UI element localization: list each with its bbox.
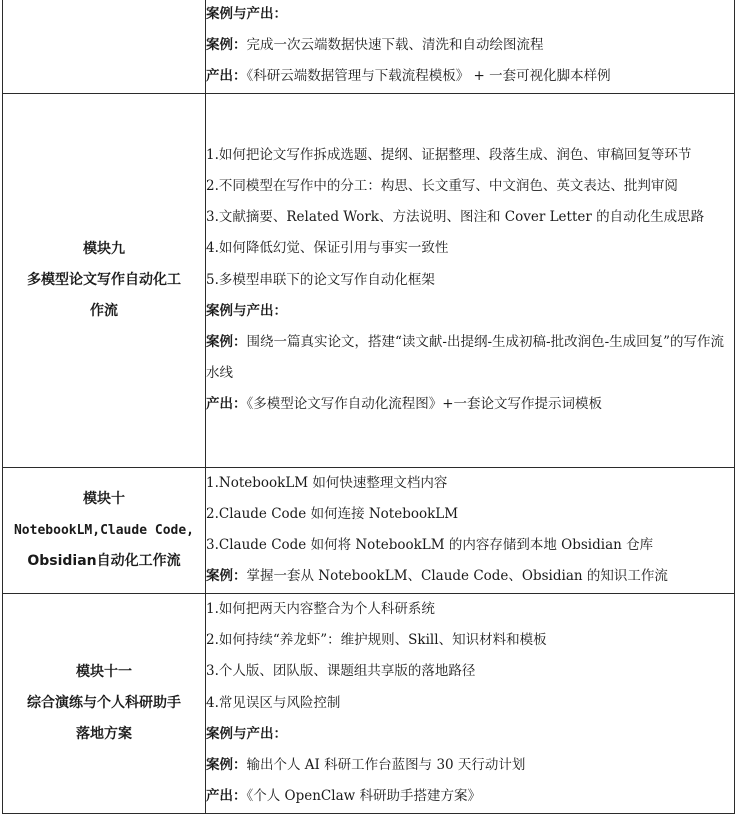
module-content-cell [206, 0, 735, 93]
module-title: 模块十 [83, 490, 125, 507]
module-content-cell [206, 93, 735, 467]
module-content-cell [206, 467, 735, 593]
content-line: 案例与产出： [206, 302, 287, 319]
content-line: 1.如何把论文写作拆成选题、提纲、证据整理、段落生成、润色、审稿回复等环节 [206, 146, 692, 163]
module-subtitle-line: 综合演练与个人科研助手 [27, 694, 181, 711]
module-label-cell [3, 0, 206, 93]
content-line: 2.如何持续“养龙虾”：维护规则、Skill、知识材料和模板 [206, 632, 547, 649]
course-outline-table [2, 0, 735, 814]
module-label-cell [3, 93, 206, 467]
content-line: 案例：输出个人 AI 科研工作台蓝图与 30 天行动计划 [206, 756, 526, 773]
module-row-continued [3, 0, 735, 93]
module-row-11 [3, 593, 735, 813]
content-line: 4.如何降低幻觉、保证引用与事实一致性 [206, 240, 449, 257]
content-line: 5.多模型串联下的论文写作自动化框架 [206, 271, 435, 288]
content-line: 案例：完成一次云端数据快速下载、清洗和自动绘图流程 [206, 37, 544, 54]
module-subtitle-line: 落地方案 [76, 725, 132, 742]
content-line: 2.不同模型在写作中的分工：构思、长文重写、中文润色、英文表达、批判审阅 [206, 177, 678, 194]
module-label-cell [3, 593, 206, 813]
module-content-cell [206, 593, 735, 813]
module-title: 模块十一 [76, 663, 132, 680]
content-line: 案例与产出： [206, 725, 287, 742]
content-line: 3.Claude Code 如何将 NotebookLM 的内容存储到本地 Obsidian 仓库 [206, 537, 654, 554]
module-subtitle-line: NotebookLM,Claude Code, [13, 522, 194, 538]
content-line: 产出：《个人 OpenClaw 科研助手搭建方案》 [206, 788, 481, 805]
module-title: 模块九 [83, 240, 125, 257]
module-label-cell [3, 467, 206, 593]
module-row-9 [3, 93, 735, 467]
module-subtitle-line: Obsidian自动化工作流 [27, 552, 181, 569]
content-line: 3.文献摘要、Related Work、方法说明、图注和 Cover Letter 的自动化生成思路 [206, 209, 705, 226]
content-line: 1.如何把两天内容整合为个人科研系统 [206, 600, 435, 617]
content-line: 案例：掌握一套从 NotebookLM、Claude Code、Obsidian 的知识工作流 [206, 568, 668, 585]
content-line: 2.Claude Code 如何连接 NotebookLM [206, 505, 459, 522]
content-line: 产出：《多模型论文写作自动化流程图》+一套论文写作提示词模板 [206, 396, 603, 413]
content-line: 4.常见误区与风险控制 [206, 694, 341, 711]
module-subtitle-line: 作流 [90, 302, 118, 319]
content-line: 案例与产出： [206, 6, 287, 22]
content-line: 1.NotebookLM 如何快速整理文档内容 [206, 474, 448, 491]
module-subtitle-line: 多模型论文写作自动化工 [27, 271, 181, 288]
content-line: 产出：《科研云端数据管理与下载流程模板》 + 一套可视化脚本样例 [206, 68, 611, 85]
module-row-10 [3, 467, 735, 593]
content-line: 3.个人版、团队版、课题组共享版的落地路径 [206, 663, 476, 680]
content-line: 案例：围绕一篇真实论文，搭建“读文献-出提纲-生成初稿-批改润色-生成回复”的写作流水线 [206, 333, 725, 382]
